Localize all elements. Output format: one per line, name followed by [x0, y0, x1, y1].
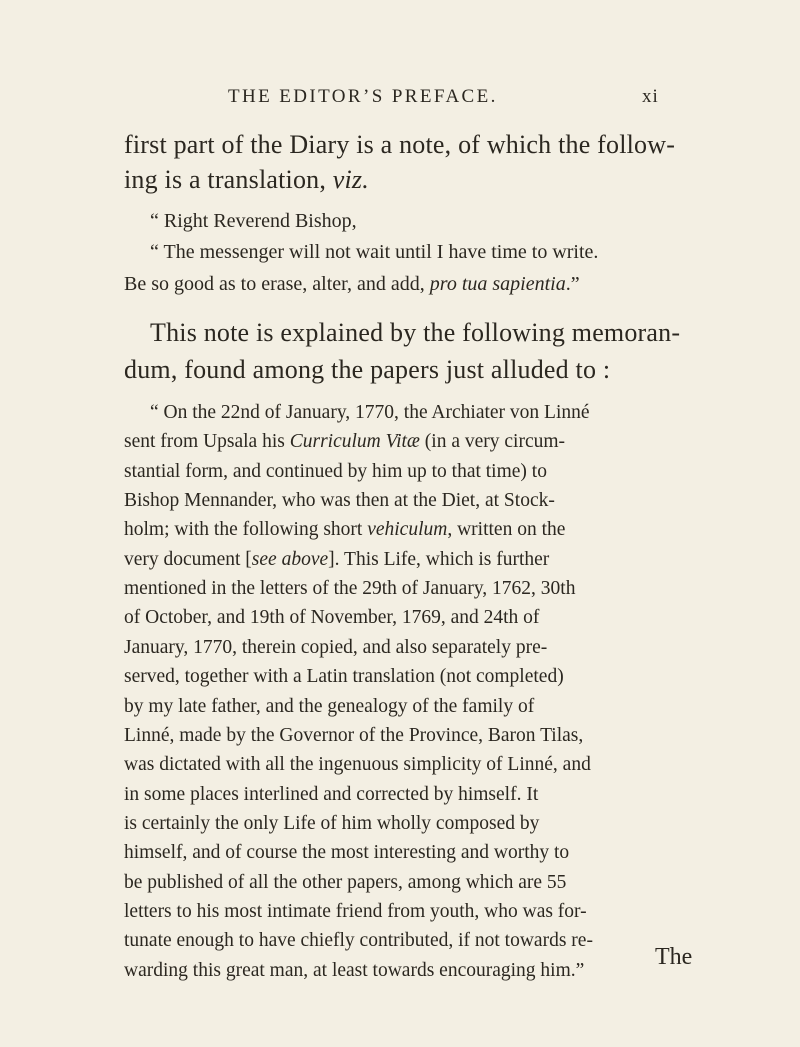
memo-line: be published of all the other papers, among which are 55 — [124, 872, 567, 893]
memo-line: mentioned in the letters of the 29th of January, 1762, 30th — [124, 578, 576, 599]
memo-line: by my late father, and the genealogy of the family of — [124, 696, 535, 717]
note-line: This note is explained by the following memoran- — [150, 318, 681, 347]
memo-line: Bishop Mennander, who was then at the Diet, at Stock- — [124, 490, 555, 511]
memo-line: of October, and 19th of November, 1769, and 24th of — [124, 607, 540, 628]
running-head-title: THE EDITOR’S PREFACE. — [228, 86, 498, 107]
note-line: dum, found among the papers just alluded to : — [124, 355, 611, 384]
memo-line: sent from Upsala his Curriculum Vitæ (in a very circum- — [124, 431, 566, 452]
memo-line: in some places interlined and corrected by himself. It — [124, 784, 539, 805]
memo-line: was dictated with all the ingenuous simplicity of Linné, and — [124, 754, 591, 775]
running-header — [0, 86, 800, 116]
memo-line: January, 1770, therein copied, and also separately pre- — [124, 637, 548, 658]
memo-line: letters to his most intimate friend from youth, who was for- — [124, 901, 587, 922]
intro-line — [124, 165, 369, 195]
memo-line: tunate enough to have chiefly contributed, if not towards re- — [124, 930, 593, 951]
memo-line: holm; with the following short vehiculum, written on the — [124, 519, 566, 540]
memo-line: himself, and of course the most interesting and worthy to — [124, 842, 570, 863]
memo-line: “ On the 22nd of January, 1770, the Archiater von Linné — [150, 402, 590, 423]
intro-line: first part of the Diary is a note, of which the follow- — [124, 130, 676, 159]
page-number: xi — [642, 86, 659, 107]
memo-line: Linné, made by the Governor of the Province, Baron Tilas, — [124, 725, 584, 746]
catchword: The — [655, 944, 693, 970]
letter-line: “ Right Reverend Bishop, — [150, 210, 357, 232]
memo-line: warding this great man, at least towards encouraging him.” — [124, 960, 585, 981]
letter-line: “ The messenger will not wait until I have time to write. — [150, 241, 599, 263]
memo-line: is certainly the only Life of him wholly composed by — [124, 813, 540, 834]
memo-line: stantial form, and continued by him up to that time) to — [124, 461, 547, 482]
letter-line-text: Be so good as to erase, alter, and add, pro tua sapientia.” — [124, 273, 580, 295]
memo-line: very document [see above]. This Life, which is further — [124, 549, 550, 570]
letter-line — [124, 273, 580, 296]
memo-line: served, together with a Latin translation (not completed) — [124, 666, 564, 687]
intro-line-text: ing is a translation, viz. — [124, 165, 369, 194]
